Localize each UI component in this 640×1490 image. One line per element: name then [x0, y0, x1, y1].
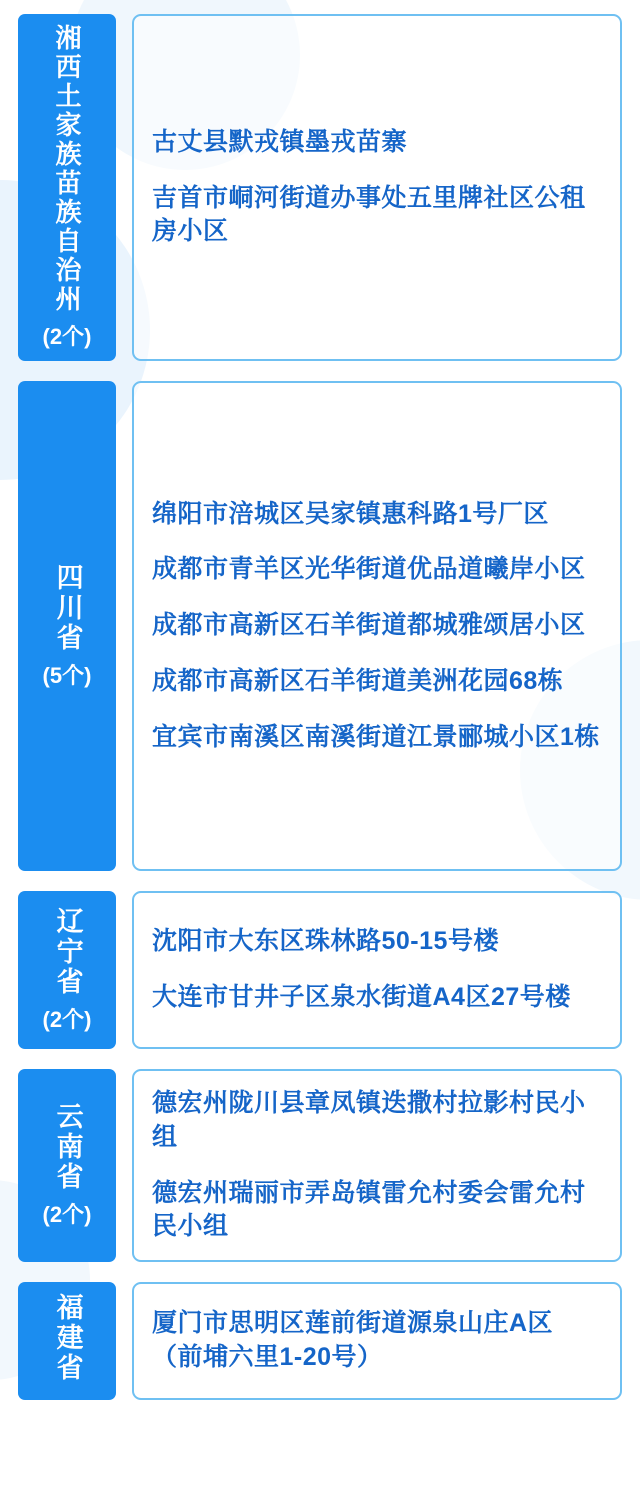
- region-items-sichuan: [132, 381, 622, 871]
- region-items-xiangxi: [132, 14, 622, 361]
- list-item: 沈阳市大东区珠林路50-15号楼: [152, 927, 499, 956]
- list-item: 绵阳市涪城区吴家镇惠科路1号厂区: [152, 499, 549, 528]
- region-label-liaoning: [18, 891, 116, 1049]
- list-item: 宜宾市南溪区南溪街道江景郦城小区1栋: [152, 722, 600, 751]
- region-label-yunnan: [18, 1069, 116, 1262]
- region-name: 湘西土家族苗族自治州: [52, 24, 83, 314]
- list-item: 成都市高新区石羊街道美洲花园68栋: [152, 666, 564, 695]
- region-name: 云南省: [52, 1102, 83, 1192]
- region-label-fujian: [18, 1282, 116, 1400]
- list-item: 德宏州陇川县章凤镇迭撒村拉影村民小组: [152, 1089, 586, 1151]
- region-name: 四川省: [52, 562, 83, 653]
- region-label-sichuan: [18, 381, 116, 871]
- list-item: 厦门市思明区莲前街道源泉山庄A区（前埔六里1-20号）: [152, 1309, 554, 1371]
- list-item: 古丈县默戎镇墨戎苗寨: [152, 127, 408, 156]
- list-item: 大连市甘井子区泉水街道A4区27号楼: [152, 983, 571, 1011]
- region-group-liaoning: [18, 891, 622, 1049]
- list-item: 德宏州瑞丽市弄岛镇雷允村委会雷允村民小组: [152, 1178, 586, 1241]
- region-group-sichuan: [18, 381, 622, 871]
- region-count: (2个): [42, 1202, 92, 1227]
- region-count: (5个): [42, 662, 92, 688]
- list-item: 吉首市峒河街道办事处五里牌社区公租房小区: [152, 183, 586, 246]
- region-label-xiangxi: [18, 14, 116, 361]
- region-name: 辽宁省: [52, 906, 83, 997]
- region-group-fujian: [18, 1282, 622, 1400]
- list-item: 成都市高新区石羊街道都城雅颂居小区: [152, 611, 586, 640]
- region-items-yunnan: [132, 1069, 622, 1262]
- region-count: (2个): [42, 1006, 92, 1032]
- list-item: 成都市青羊区光华街道优品道曦岸小区: [152, 555, 586, 584]
- region-count: (2个): [42, 324, 92, 349]
- region-items-fujian: [132, 1282, 622, 1400]
- region-items-liaoning: [132, 891, 622, 1049]
- region-group-xiangxi: [18, 14, 622, 361]
- region-name: 福建省: [52, 1293, 83, 1383]
- region-group-yunnan: [18, 1069, 622, 1262]
